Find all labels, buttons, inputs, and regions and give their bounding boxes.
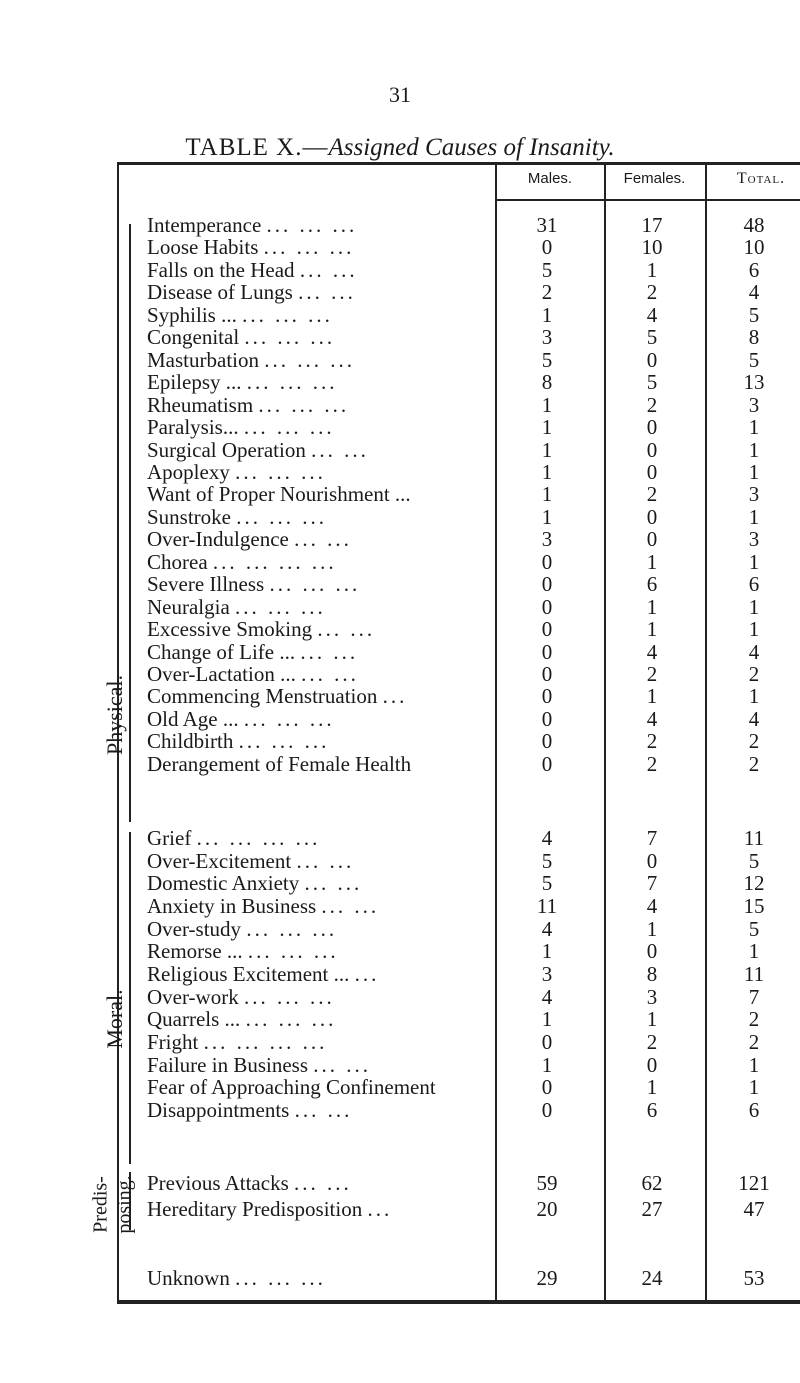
row-label: Intemperance ... ... ...: [147, 213, 358, 237]
total-value: 11: [743, 961, 765, 986]
total-value: 3: [748, 527, 760, 552]
males-value: 31: [536, 213, 558, 237]
males-value: 0: [541, 594, 553, 619]
total-value: 53: [743, 1266, 765, 1290]
males-value: 1: [541, 302, 553, 327]
table-row: [117, 1196, 800, 1222]
females-value: 17: [641, 213, 663, 237]
total-value: 15: [743, 893, 765, 918]
row-label: Rheumatism ... ... ...: [147, 392, 350, 417]
bottom-border: [117, 1300, 800, 1304]
row-label: Excessive Smoking ... ...: [147, 617, 376, 642]
total-value: 5: [748, 916, 760, 941]
males-value: 0: [541, 729, 553, 754]
total-value: 1: [748, 415, 760, 440]
females-value: 4: [646, 893, 658, 918]
males-value: 0: [541, 235, 553, 260]
females-value: 27: [641, 1197, 663, 1221]
header-females: Females.: [623, 170, 686, 187]
females-value: 1: [646, 257, 658, 282]
row-label: Falls on the Head ... ...: [147, 257, 358, 282]
males-value: 5: [541, 257, 553, 282]
total-value: 1: [748, 1075, 760, 1100]
group-label-predisposing-1: Predis-: [89, 1176, 112, 1233]
total-value: 7: [748, 984, 760, 1009]
total-value: 10: [743, 235, 765, 260]
total-value: 48: [743, 213, 765, 237]
females-value: 6: [646, 572, 658, 597]
table-row: [117, 751, 800, 777]
row-label: Chorea ... ... ... ...: [147, 549, 337, 574]
total-value: 1: [748, 684, 760, 709]
females-value: 2: [646, 280, 658, 305]
males-value: 5: [541, 848, 553, 873]
females-value: 3: [646, 984, 658, 1009]
row-label: Loose Habits ... ... ...: [147, 235, 355, 260]
females-value: 0: [646, 939, 658, 964]
males-value: 8: [541, 370, 553, 395]
title-subtitle: Assigned Causes of Insanity.: [328, 134, 615, 161]
total-value: 5: [748, 302, 760, 327]
row-label: Syphilis ... ... ... ...: [147, 302, 333, 327]
row-label: Commencing Menstruation ...: [147, 684, 408, 709]
row-label: Apoplexy ... ... ...: [147, 459, 326, 484]
females-value: 5: [646, 370, 658, 395]
row-label: Over-work ... ... ...: [147, 984, 335, 1009]
row-label: Masturbation ... ... ...: [147, 347, 355, 372]
males-value: 0: [541, 572, 553, 597]
row-label: Domestic Anxiety ... ...: [147, 871, 363, 896]
total-value: 3: [748, 392, 760, 417]
total-value: 2: [748, 729, 760, 754]
females-value: 0: [646, 437, 658, 462]
top-border: [117, 162, 800, 165]
row-label: Over-study ... ... ...: [147, 916, 338, 941]
females-value: 2: [646, 1029, 658, 1054]
females-value: 1: [646, 549, 658, 574]
total-value: 47: [743, 1197, 765, 1221]
row-label: Fright ... ... ... ...: [147, 1029, 328, 1054]
females-value: 10: [641, 235, 663, 260]
total-value: 1: [748, 939, 760, 964]
females-value: 2: [646, 662, 658, 686]
row-label: Religious Excitement ... ...: [147, 961, 380, 986]
total-value: 1: [748, 437, 760, 462]
males-value: 5: [541, 871, 553, 896]
row-label: Over-Indulgence ... ...: [147, 527, 352, 552]
row-label: Over-Lactation ... ... ...: [147, 662, 359, 686]
males-value: 0: [541, 706, 553, 731]
females-value: 8: [646, 961, 658, 986]
males-value: 1: [541, 459, 553, 484]
table-row: [117, 1097, 800, 1123]
total-value: 4: [748, 280, 760, 305]
total-value: 11: [743, 826, 765, 850]
males-value: 0: [541, 684, 553, 709]
males-value: 1: [541, 939, 553, 964]
row-label: Disappointments ... ...: [147, 1097, 353, 1122]
females-value: 0: [646, 527, 658, 552]
total-value: 1: [748, 1052, 760, 1077]
total-value: 12: [743, 871, 765, 896]
total-value: 2: [748, 1029, 760, 1054]
group-label-physical: Physical.: [102, 674, 127, 756]
total-value: 2: [748, 662, 760, 686]
row-label: Quarrels ... ... ... ...: [147, 1007, 337, 1032]
table-row: [117, 1265, 800, 1291]
females-value: 62: [641, 1171, 663, 1195]
total-value: 6: [748, 257, 760, 282]
females-value: 0: [646, 347, 658, 372]
row-label: Grief ... ... ... ...: [147, 826, 321, 850]
total-value: 121: [738, 1171, 770, 1195]
total-value: 5: [748, 848, 760, 873]
females-value: 1: [646, 1007, 658, 1032]
males-value: 1: [541, 415, 553, 440]
row-label: Want of Proper Nourishment ...: [147, 482, 411, 507]
row-label: Remorse ... ... ... ...: [147, 939, 339, 964]
total-value: 8: [748, 325, 760, 350]
total-value: 1: [748, 617, 760, 642]
total-value: 2: [748, 751, 760, 776]
causes-table: [89, 162, 800, 1304]
row-label: Sunstroke ... ... ...: [147, 504, 327, 529]
males-value: 5: [541, 347, 553, 372]
page-number: 31: [389, 82, 411, 107]
males-value: 0: [541, 1029, 553, 1054]
table-row: [117, 1170, 800, 1196]
females-value: 2: [646, 392, 658, 417]
males-value: 4: [541, 826, 553, 850]
total-value: 6: [748, 1097, 760, 1122]
males-value: 0: [541, 617, 553, 642]
females-value: 1: [646, 684, 658, 709]
total-value: 3: [748, 482, 760, 507]
males-value: 4: [541, 916, 553, 941]
males-value: 1: [541, 437, 553, 462]
females-value: 6: [646, 1097, 658, 1122]
row-label: Neuralgia ... ... ...: [147, 594, 326, 619]
total-value: 5: [748, 347, 760, 372]
row-label: Previous Attacks ... ...: [147, 1171, 352, 1195]
males-value: 1: [541, 482, 553, 507]
header-males: Males.: [527, 170, 573, 187]
total-value: 4: [748, 639, 760, 664]
males-value: 3: [541, 527, 553, 552]
row-label: Hereditary Predisposition ...: [147, 1197, 393, 1221]
females-value: 4: [646, 639, 658, 664]
row-label: Congenital ... ... ...: [147, 325, 336, 350]
total-value: 6: [748, 572, 760, 597]
females-value: 0: [646, 1052, 658, 1077]
females-value: 7: [646, 871, 658, 896]
males-value: 0: [541, 1075, 553, 1100]
males-value: 2: [541, 280, 553, 305]
row-label: Anxiety in Business ... ...: [147, 893, 380, 918]
header-total: Total.: [736, 170, 786, 187]
females-value: 7: [646, 826, 658, 850]
females-value: 4: [646, 302, 658, 327]
females-value: 0: [646, 848, 658, 873]
females-value: 0: [646, 459, 658, 484]
females-value: 2: [646, 482, 658, 507]
males-value: 1: [541, 392, 553, 417]
males-value: 0: [541, 662, 553, 686]
females-value: 1: [646, 916, 658, 941]
total-value: 1: [748, 459, 760, 484]
row-label: Childbirth ... ... ...: [147, 729, 330, 754]
males-value: 0: [541, 751, 553, 776]
males-value: 1: [541, 1052, 553, 1077]
row-label: Epilepsy ... ... ... ...: [147, 370, 338, 395]
females-value: 4: [646, 706, 658, 731]
total-value: 2: [748, 1007, 760, 1032]
row-label: Disease of Lungs ... ...: [147, 280, 356, 305]
row-label: Paralysis... ... ... ...: [147, 415, 335, 440]
group-label-moral: Moral.: [102, 989, 127, 1049]
males-value: 0: [541, 1097, 553, 1122]
total-value: 4: [748, 706, 760, 731]
females-value: 1: [646, 1075, 658, 1100]
males-value: 29: [536, 1266, 558, 1290]
females-value: 2: [646, 751, 658, 776]
row-label: Old Age ... ... ... ...: [147, 706, 335, 731]
males-value: 0: [541, 549, 553, 574]
row-label: Fear of Approaching Confinement: [147, 1075, 436, 1100]
row-label: Surgical Operation ... ...: [147, 437, 369, 462]
females-value: 24: [641, 1266, 663, 1290]
row-label: Change of Life ... ... ...: [147, 639, 359, 664]
females-value: 0: [646, 415, 658, 440]
row-label: Unknown ... ... ...: [147, 1266, 326, 1290]
males-value: 20: [536, 1197, 558, 1221]
males-value: 3: [541, 325, 553, 350]
females-value: 1: [646, 594, 658, 619]
males-value: 4: [541, 984, 553, 1009]
row-label: Derangement of Female Health: [147, 751, 412, 776]
males-value: 1: [541, 504, 553, 529]
table-title: [0, 134, 800, 162]
total-value: 13: [743, 370, 765, 395]
females-value: 1: [646, 617, 658, 642]
females-value: 5: [646, 325, 658, 350]
males-value: 59: [536, 1171, 558, 1195]
row-label: Over-Excitement ... ...: [147, 848, 355, 873]
total-value: 1: [748, 504, 760, 529]
females-value: 0: [646, 504, 658, 529]
total-value: 1: [748, 594, 760, 619]
males-value: 11: [536, 893, 558, 918]
header-rule: [495, 199, 800, 201]
group-label-predisposing-2: posing.: [113, 1175, 136, 1234]
males-value: 0: [541, 639, 553, 664]
title-main: TABLE X.—: [185, 134, 329, 161]
males-value: 1: [541, 1007, 553, 1032]
females-value: 2: [646, 729, 658, 754]
total-value: 1: [748, 549, 760, 574]
row-label: Failure in Business ... ...: [147, 1052, 371, 1077]
row-label: Severe Illness ... ... ...: [147, 572, 361, 597]
males-value: 3: [541, 961, 553, 986]
